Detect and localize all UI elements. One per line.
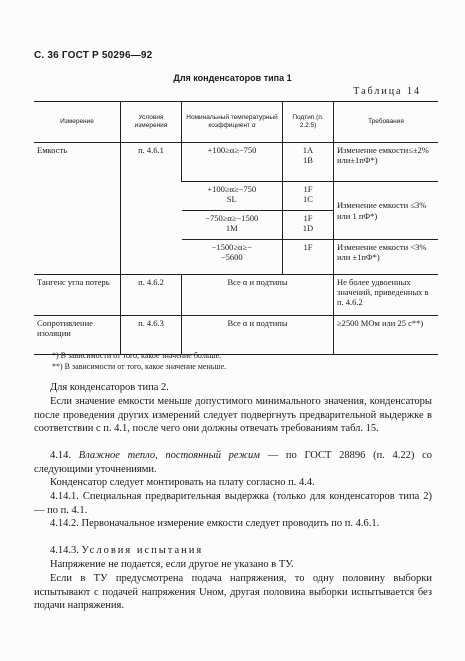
col-header-conditions: Условия измерения (121, 102, 182, 143)
footnote-2: **) В зависимости от того, какое значение меньше. (52, 362, 227, 371)
paragraph: 4.14.1. Специальная предварительная выдержка (только для конденсаторов типа 2) — по п. 4.1. (34, 491, 432, 516)
paragraph-heading (34, 449, 432, 476)
table-row (34, 143, 438, 182)
paragraph: 4.14.2. Первоначальное измерение емкости следует проводить по п. 4.6.1. (50, 518, 380, 529)
table-number: Таблица 14 (353, 86, 421, 97)
cell-alpha: +100≥α≥−750 (182, 143, 283, 182)
cell-cond: п. 4.6.3 (121, 316, 182, 355)
cell-measure: Емкость (37, 145, 68, 155)
cell-cond: п. 4.6.2 (121, 275, 182, 316)
cell-measure: Сопротивление изоляции (34, 316, 121, 355)
footnote-1: *) В зависимости от того, какое значение больше. (52, 351, 222, 360)
cell-cond: п. 4.6.1 (121, 143, 182, 275)
cell-alpha: −1500≥α≥− −5600 (182, 240, 283, 275)
cell-req: Изменение емкости≤±2% или±1пФ*) (334, 143, 439, 182)
cell-alpha: Все α и подтипы (182, 275, 334, 316)
paragraph: Если значение емкости меньше допустимого минимального значения, конденсаторы после проведения других измерений следует подвергнуть предварительной выдержке в соответствии с п. 4.1, после чего они должны отвечать требованиям табл. 15. (34, 396, 432, 434)
table-row (34, 316, 438, 355)
cell-req: Изменение емкости <3% или ±1пФ*) (334, 240, 439, 275)
col-header-measurement: Измерение (34, 102, 121, 143)
col-header-requirements: Требования (334, 102, 439, 143)
paragraph: Конденсатор следует монтировать на плату согласно п. 4.4. (50, 477, 315, 488)
col-header-alpha: Номинальный температурный коэффициент α (182, 102, 283, 143)
requirements-table (34, 101, 438, 355)
section-title: Влажное тепло, постоянный режим (78, 450, 261, 461)
table-title: Для конденсаторов типа 1 (173, 73, 292, 83)
table-header-row (34, 102, 438, 143)
cell-subtype: 1F 1D (283, 211, 334, 240)
section-text: — по ГОСТ 28896 (п. 4.22) со следующими уточнениями. (34, 450, 432, 475)
paragraph-heading (34, 544, 432, 558)
cell-subtype: 1F (283, 240, 334, 275)
cell-req: Изменение емкости ≤3% или 1 пФ*) (334, 182, 439, 240)
col-header-subtype: Подтип (п. 2.2.5) (283, 102, 334, 143)
page-header: С. 36 ГОСТ Р 50296—92 (34, 50, 153, 61)
cell-measure: Тангенс угла потерь (34, 275, 121, 316)
cell-alpha: −750≥α≥−1500 1М (182, 211, 283, 240)
cell-alpha: +100≥α≥−750 SL (182, 182, 283, 211)
section-number: 4.14.3. (50, 545, 79, 556)
cell-req: Не более удвоенных значений, приведенных в п. 4.6.2 (334, 275, 439, 316)
cell-req: ≥2500 МОм или 25 с**) (334, 316, 439, 355)
table-row (34, 275, 438, 316)
paragraph: Напряжение не подается, если другое не указано в ТУ. (50, 559, 294, 570)
cell-alpha: Все α и подтипы (182, 316, 334, 355)
cell-subtype: 1F 1С (283, 182, 334, 211)
paragraph: Для конденсаторов типа 2. (50, 382, 169, 393)
paragraph: Если в ТУ предусмотрена подача напряжения, то одну половину выборки испытывают с подачей напряжения Uном, другая половина выборки испытывается без подачи напряжения. (34, 573, 432, 611)
section-title: Условия испытания (81, 545, 204, 556)
cell-subtype: 1А 1В (283, 143, 334, 182)
section-number: 4.14. (50, 450, 71, 461)
